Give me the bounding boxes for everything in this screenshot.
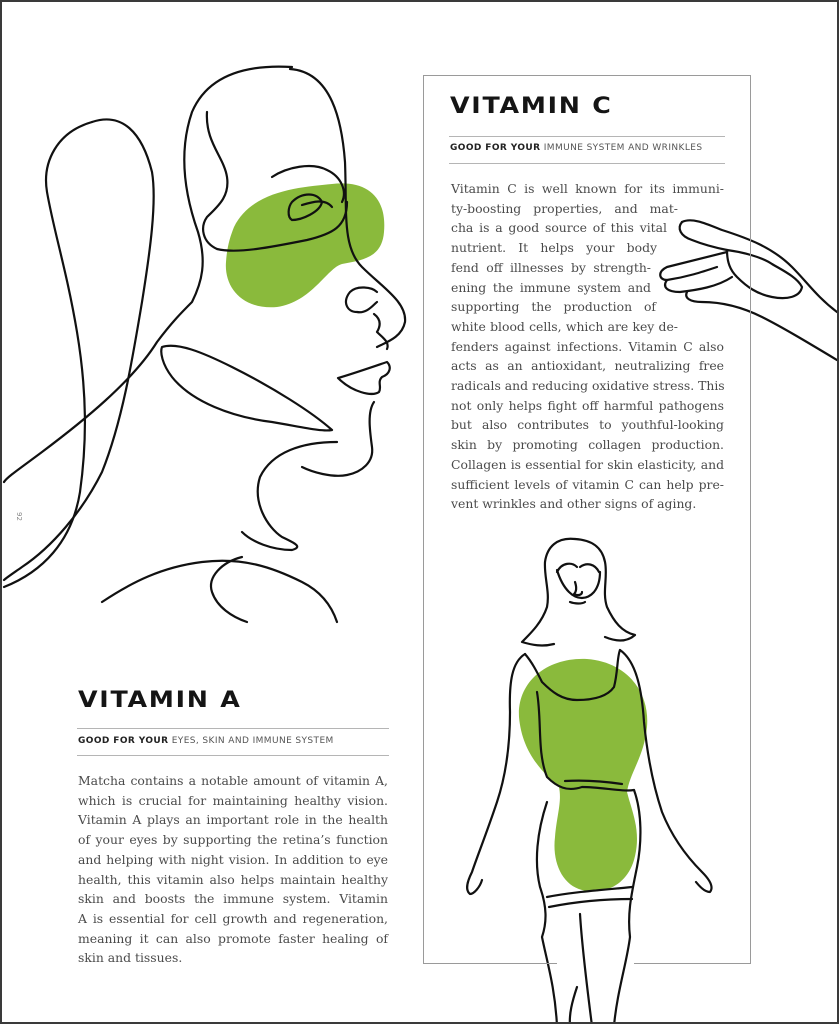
- text-line: supporting the production of: [451, 299, 656, 315]
- text-line: fenders against infections. Vitamin C also: [451, 338, 724, 354]
- panel-bottom-rule-right: [634, 963, 751, 964]
- vitamin-c-subtitle: [450, 143, 702, 153]
- text-line: vent wrinkles and other signs of aging.: [451, 496, 697, 512]
- panel-bottom-rule-left: [423, 963, 557, 964]
- text-line: cha is a good source of this vital: [451, 220, 667, 236]
- text-line: of your eyes by supporting the retina’s function: [78, 832, 388, 848]
- vitamin-c-rule-top: [449, 136, 725, 137]
- text-line: Vitamin C is well known for its immuni-: [451, 181, 724, 196]
- vitamin-a-subtitle: [78, 736, 334, 746]
- text-line: Matcha contains a notable amount of vitamin A,: [78, 773, 388, 788]
- text-line: skin by promoting collagen production.: [451, 437, 724, 453]
- text-line: skin and boosts the immune system. Vitamin: [78, 891, 388, 907]
- text-line: white blood cells, which are key de-: [451, 318, 678, 334]
- text-line: skin and tissues.: [78, 950, 183, 966]
- text-line: acts as an antioxidant, neutralizing free: [451, 358, 724, 374]
- text-line: Vitamin A plays an important role in the health: [78, 812, 388, 828]
- text-line: sufficient levels of vitamin C can help pre-: [451, 476, 724, 492]
- vitamin-a-subtitle-bold: GOOD FOR YOUR: [78, 736, 169, 746]
- text-line: meaning it can also promote faster healing of: [78, 930, 388, 946]
- face-green-blob: [226, 183, 384, 307]
- text-line: Collagen is essential for skin elasticity, and: [451, 456, 724, 472]
- text-line: ening the immune system and: [451, 279, 651, 295]
- text-line: but also contributes to youthful-looking: [451, 417, 724, 433]
- book-page: [2, 2, 837, 1022]
- vitamin-a-rule-bottom: [77, 755, 389, 756]
- vitamin-a-subtitle-rest: EYES, SKIN AND IMMUNE SYSTEM: [171, 736, 334, 746]
- text-line: nutrient. It helps your body: [451, 240, 657, 256]
- text-line: ty-boosting properties, and mat-: [451, 200, 678, 216]
- vitamin-c-subtitle-bold: GOOD FOR YOUR: [450, 143, 541, 153]
- vitamin-c-body: [451, 179, 724, 514]
- text-line: fend off illnesses by strength-: [451, 259, 651, 275]
- vitamin-a-title: VITAMIN A: [78, 688, 242, 713]
- vitamin-c-rule-bottom: [449, 163, 725, 164]
- text-line: A is essential for cell growth and regeneration,: [78, 910, 388, 926]
- vitamin-c-title: VITAMIN C: [450, 94, 613, 119]
- text-line: which is crucial for maintaining healthy vision.: [78, 792, 388, 808]
- text-line: not only helps fight off harmful pathogens: [451, 397, 724, 413]
- vitamin-c-subtitle-rest: IMMUNE SYSTEM AND WRINKLES: [543, 143, 703, 153]
- text-line: and helping with night vision. In addition to eye: [78, 851, 388, 867]
- text-line: health, this vitamin also helps maintain healthy: [78, 871, 388, 887]
- vitamin-a-body: [78, 771, 388, 968]
- vitamin-a-rule-top: [77, 728, 389, 729]
- text-line: radicals and reducing oxidative stress. This: [451, 378, 725, 394]
- page-number: 92: [15, 512, 23, 521]
